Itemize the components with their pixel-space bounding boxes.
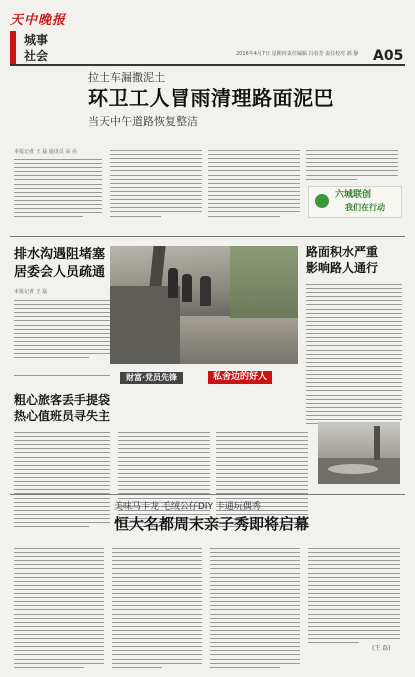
bottom-kicker: 美味马卡龙 毛绒公仔DIY 卡通玩偶秀	[114, 502, 261, 512]
masthead-logo	[10, 14, 72, 66]
promo-badge-title: 六城联创	[335, 190, 372, 200]
story2-body	[14, 300, 110, 361]
right-photo-puddle	[328, 464, 378, 474]
lead-kicker: 拉土车漏撒泥土	[88, 71, 165, 84]
logo-red-bar	[10, 31, 16, 65]
story3-body-col-1	[14, 432, 110, 530]
story2-byline: 本报记者 王 磊	[14, 289, 48, 295]
photo-ditch	[180, 316, 298, 364]
bottom-sign-off: (王 磊)	[372, 645, 391, 652]
right-photo	[318, 422, 400, 484]
date-line: 2016年4月7日 星期四	[236, 51, 287, 57]
right-photo-tree	[374, 426, 380, 460]
lead-headline: 环卫工人冒雨清理路面泥巴	[88, 86, 334, 110]
page-number: A05	[373, 48, 404, 64]
bottom-body-col-2	[112, 548, 202, 671]
lead-body-col-3	[208, 150, 300, 220]
photo-caption-bar	[110, 370, 298, 386]
promo-badge-icon	[315, 194, 329, 208]
masthead-rule	[10, 64, 405, 66]
lead-bottom-rule	[10, 236, 405, 237]
promo-badge	[308, 186, 402, 218]
photo-person-2	[182, 274, 192, 302]
section-label: 城事社会	[24, 33, 49, 63]
bottom-headline: 恒大名都周末亲子秀即将启幕	[114, 515, 310, 533]
story2-headline: 排水沟遇阻堵塞	[14, 247, 106, 262]
photo-greenery	[230, 246, 298, 318]
story2-subheadline: 居委会人员疏通	[14, 265, 106, 280]
editor-line: 责任编辑 冯春芳 责任校对 郝 静	[287, 51, 359, 57]
bottom-body-col-3	[210, 548, 300, 671]
bottom-section-rule	[10, 494, 405, 495]
logo-text: 天中晚报	[10, 13, 67, 28]
promo-badge-subtitle: 我们在行动	[345, 203, 385, 212]
left-divider	[14, 375, 110, 376]
photo-caption-highlight: 私舍边的好人	[208, 371, 272, 384]
bottom-body-col-4	[308, 548, 400, 646]
story4-body	[306, 284, 402, 427]
photo-caption-tag: 财富·党员先锋	[120, 372, 183, 384]
story4-headline: 路面积水严重	[306, 245, 379, 259]
lead-body-col-1	[14, 159, 102, 220]
lead-subhead: 当天中午道路恢复整洁	[88, 115, 198, 128]
lead-body-col-2	[110, 150, 202, 220]
lead-body-col-4	[306, 150, 398, 183]
lead-byline: 本报记者 王 磊 通讯员 高 亮	[14, 149, 77, 155]
story3-headline: 粗心旅客丢手提袋	[14, 393, 111, 407]
photo-person-1	[168, 268, 178, 298]
bottom-body-col-1	[14, 548, 104, 671]
center-photo	[110, 246, 298, 364]
story3-subheadline: 热心值班员寻失主	[14, 409, 111, 423]
story4-subheadline: 影响路人通行	[306, 261, 379, 275]
photo-person-3	[200, 276, 211, 306]
